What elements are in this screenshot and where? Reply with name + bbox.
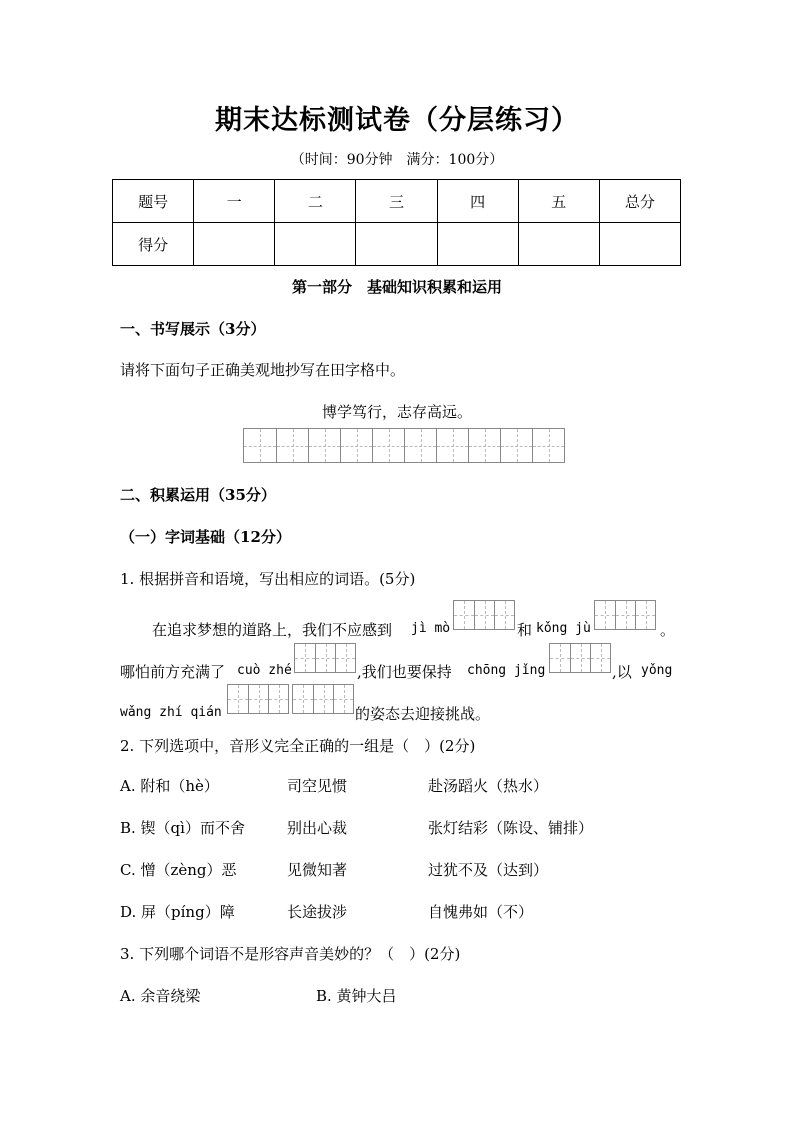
- tianzige-grid[interactable]: [243, 428, 565, 463]
- pinyin: yǒng: [641, 663, 673, 678]
- score-input-cell[interactable]: [437, 223, 518, 266]
- option-label[interactable]: B. 黄钟大吕: [316, 987, 397, 1005]
- answer-box[interactable]: [292, 684, 354, 714]
- exam-info: （时间：90分钟 满分：100分）: [290, 152, 504, 168]
- table-cell: 四: [437, 180, 518, 223]
- question-stem: 1. 根据拼音和语境，写出相应的词语。(5分): [120, 570, 416, 588]
- option-item: 别出心裁: [287, 819, 348, 837]
- answer-box[interactable]: [227, 684, 289, 714]
- score-table: [112, 179, 681, 266]
- table-row: [113, 223, 681, 266]
- table-cell: 得分: [113, 223, 194, 266]
- answer-box[interactable]: [594, 600, 656, 630]
- instruction-text: 请将下面句子正确美观地抄写在田字格中。: [120, 361, 406, 379]
- pinyin: wǎng zhí qián: [120, 705, 222, 720]
- page-title: 期末达标测试卷（分层练习）: [215, 105, 579, 136]
- question-text: ,以: [612, 663, 632, 681]
- option-item: 司空见惯: [287, 777, 348, 795]
- section-heading: 二、积累运用（35分）: [120, 486, 276, 504]
- score-input-cell[interactable]: [356, 223, 437, 266]
- question-text: 和: [517, 621, 533, 639]
- table-cell: 五: [518, 180, 599, 223]
- pinyin: jì mò: [411, 621, 451, 636]
- option-item: 长途拔涉: [287, 903, 348, 921]
- option-item: 过犹不及（达到）: [428, 861, 549, 879]
- score-input-cell[interactable]: [599, 223, 680, 266]
- option-item: 赴汤蹈火（热水）: [428, 777, 549, 795]
- table-cell: 二: [275, 180, 356, 223]
- option-label[interactable]: A. 余音绕梁: [120, 987, 201, 1005]
- section-heading: 一、书写展示（3分）: [120, 320, 266, 338]
- question-text: 的姿态去迎接挑战。: [355, 705, 491, 723]
- table-cell: 一: [194, 180, 275, 223]
- question-text: 哪怕前方充满了: [120, 663, 226, 681]
- pinyin: cuò zhé: [237, 663, 292, 678]
- subsection-heading: （一）字词基础（12分）: [120, 528, 291, 546]
- option-label[interactable]: C. 憎（zèng）恶: [120, 861, 237, 879]
- question-text: 在追求梦想的道路上，我们不应感到: [152, 621, 393, 639]
- pinyin: kǒng jù: [536, 621, 591, 636]
- option-label[interactable]: A. 附和（hè）: [120, 777, 219, 795]
- option-item: 自愧弗如（不）: [428, 903, 534, 921]
- question-text: ,我们也要保持: [357, 663, 452, 681]
- answer-box[interactable]: [294, 643, 356, 673]
- table-cell: 总分: [599, 180, 680, 223]
- question-stem: 2. 下列选项中，音形义完全正确的一组是（ ）(2分): [120, 737, 476, 755]
- score-input-cell[interactable]: [194, 223, 275, 266]
- question-stem: 3. 下列哪个词语不是形容声音美妙的？（ ）(2分): [120, 945, 461, 963]
- option-label[interactable]: D. 屏（píng）障: [120, 903, 235, 921]
- option-label[interactable]: B. 锲（qì）而不舍: [120, 819, 245, 837]
- score-input-cell[interactable]: [518, 223, 599, 266]
- pinyin: chōng jǐng: [467, 663, 546, 678]
- table-cell: 三: [356, 180, 437, 223]
- option-item: 张灯结彩（陈设、铺排）: [428, 819, 594, 837]
- copy-sentence: 博学笃行，志存高远。: [321, 403, 472, 421]
- score-input-cell[interactable]: [275, 223, 356, 266]
- part-heading: 第一部分 基础知识积累和运用: [291, 278, 502, 296]
- answer-box[interactable]: [453, 600, 515, 630]
- table-cell: 题号: [113, 180, 194, 223]
- answer-box[interactable]: [549, 643, 611, 673]
- table-row: [113, 180, 681, 223]
- question-text: 。: [660, 621, 676, 639]
- option-item: 见微知著: [287, 861, 348, 879]
